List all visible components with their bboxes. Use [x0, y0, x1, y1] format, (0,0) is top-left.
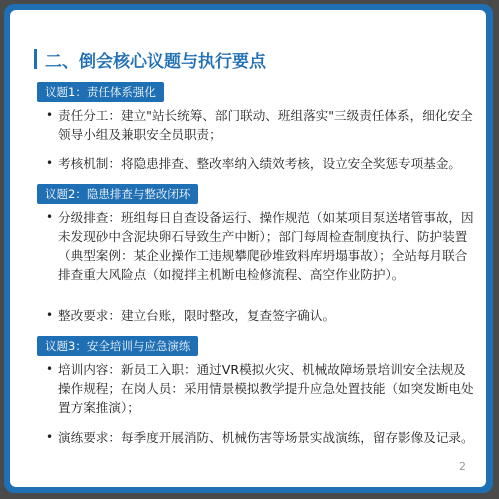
bullet-icon: • [46, 108, 54, 122]
list-item-text: 整改要求：建立台账，限时整改，复查签字确认。 [58, 308, 336, 323]
list-item-text: 责任分工：建立"站长统筹、部门联动、班组落实"三级责任体系，细化安全领导小组及兼职安全员职责； [58, 108, 473, 142]
list-item [46, 360, 474, 417]
list-item [46, 306, 474, 325]
bullet-icon: • [46, 210, 54, 224]
list-item [46, 428, 474, 447]
bullet-icon: • [46, 430, 54, 444]
topic-3-label: 议题3：安全培训与应急演练 [37, 336, 198, 356]
topic-2-label: 议题2：隐患排查与整改闭环 [37, 184, 198, 204]
bullet-icon: • [46, 156, 54, 170]
list-item [46, 208, 474, 284]
list-item [46, 106, 474, 144]
bullet-icon: • [46, 362, 54, 376]
list-item-text: 分级排查：班组每日自查设备运行、操作规范（如某项目泵送堵管事故，因未发现砂中含泥块卵石导致生产中断）；部门每周检查制度执行、防护装置（典型案例：某企业操作工违规攀爬砂堆致料库坍塌事故）；全站每月联合排查重大风险点（如搅拌主机断电检修流程、高空作业防护）。 [58, 210, 474, 282]
list-item-text: 培训内容：新员工入职：通过VR模拟火灾、机械故障场景培训安全法规及操作规程；在岗人员：采用情景模拟教学提升应急处置技能（如突发断电处置方案推演）； [58, 362, 474, 415]
slide-page [10, 10, 486, 487]
page-number: 2 [459, 460, 466, 473]
list-item [46, 154, 474, 173]
list-item-text: 考核机制：将隐患排查、整改率纳入绩效考核，设立安全奖惩专项基金。 [58, 156, 461, 171]
heading-accent-bar [34, 49, 37, 69]
page-title: 二、倒会核心议题与执行要点 [45, 51, 266, 72]
topic-1-label: 议题1：责任体系强化 [37, 82, 164, 102]
bullet-icon: • [46, 308, 54, 322]
list-item-text: 演练要求：每季度开展消防、机械伤害等场景实战演练，留存影像及记录。 [58, 430, 474, 445]
section-heading [34, 46, 266, 72]
